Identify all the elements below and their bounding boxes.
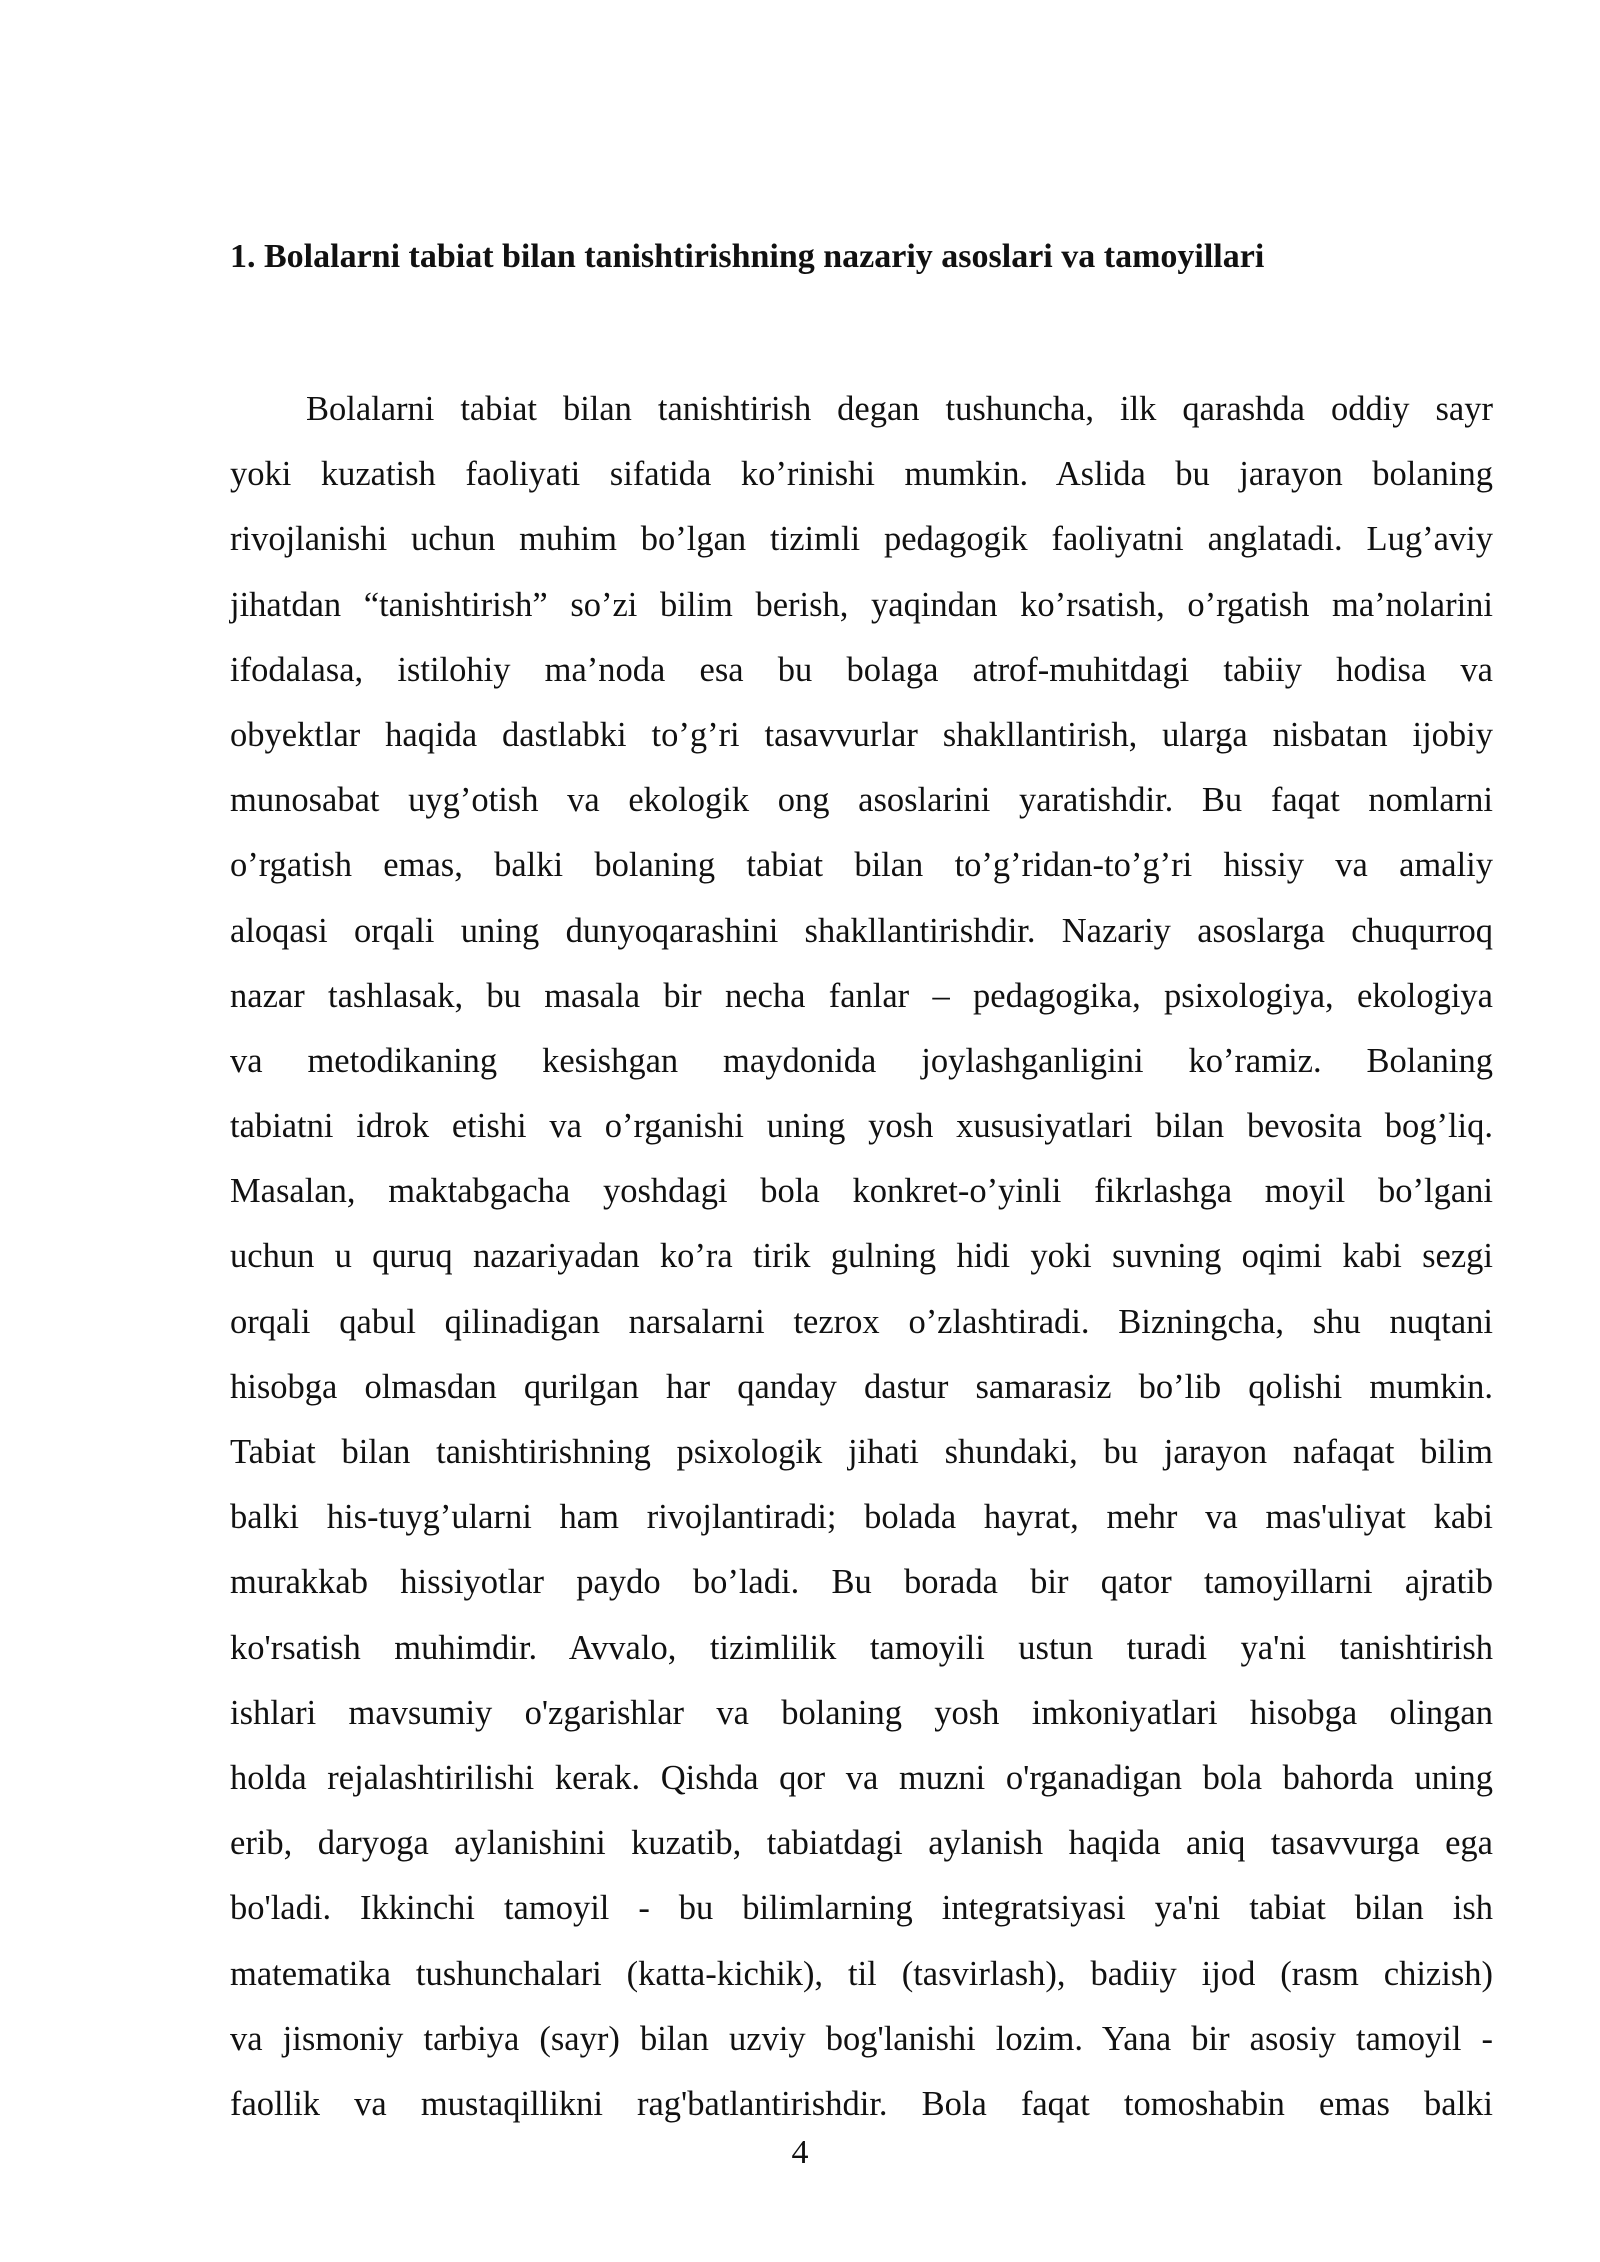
text-line: jihatdan “tanishtirish” so’zi bilim berish, yaqindan ko’rsatish, o’rgatish ma’nolarini [230,585,1493,624]
text-line: ko'rsatish muhimdir. Avvalo, tizimlilik tamoyili ustun turadi ya'ni tanishtirish [230,1628,1493,1667]
text-line: bo'ladi. Ikkinchi tamoyil - bu bilimlarning integratsiyasi ya'ni tabiat bilan ish [230,1889,1493,1928]
text-line: va metodikaning kesishgan maydonida joylashganligini ko’ramiz. Bolaning [230,1041,1493,1080]
text-line: murakkab hissiyotlar paydo bo’ladi. Bu borada bir qator tamoyillarni ajratib [230,1563,1493,1602]
text-line: o’rgatish emas, balki bolaning tabiat bilan to’g’ridan-to’g’ri hissiy va amaliy [230,846,1493,885]
text-line: ishlari mavsumiy o'zgarishlar va bolaning yosh imkoniyatlari hisobga olingan [230,1693,1493,1732]
text-line: hisobga olmasdan qurilgan har qanday dastur samarasiz bo’lib qolishi mumkin. [230,1367,1493,1406]
text-line: faollik va mustaqillikni rag'batlantirishdir. Bola faqat tomoshabin emas balki [230,2084,1493,2123]
text-line: rivojlanishi uchun muhim bo’lgan tizimli pedagogik faoliyatni anglatadi. Lug’aviy [230,520,1493,559]
text-line: Bolalarni tabiat bilan tanishtirish degan tushuncha, ilk qarashda oddiy sayr [306,390,1493,428]
text-line: erib, daryoga aylanishini kuzatib, tabiatdagi aylanish haqida aniq tasavvurga ega [230,1824,1493,1863]
text-line: holda rejalashtirilishi kerak. Qishda qor va muzni o'rganadigan bola bahorda uning [230,1758,1493,1797]
body-paragraph [230,377,1493,2137]
text-line: Masalan, maktabgacha yoshdagi bola konkret-o’yinli fikrlashga moyil bo’lgani [230,1172,1493,1211]
text-line: uchun u quruq nazariyadan ko’ra tirik gulning hidi yoki suvning oqimi kabi sezgi [230,1237,1493,1276]
text-line: tabiatni idrok etishi va o’rganishi uning yosh xususiyatlari bilan bevosita bog’liq. [230,1107,1493,1146]
text-line: Tabiat bilan tanishtirishning psixologik jihati shundaki, bu jarayon nafaqat bilim [230,1433,1493,1471]
section-heading: 1. Bolalarni tabiat bilan tanishtirishning nazariy asoslari va tamoyillari [230,238,1265,275]
text-line: orqali qabul qilinadigan narsalarni tezrox o’zlashtiradi. Bizningcha, shu nuqtani [230,1302,1493,1341]
text-line: balki his-tuyg’ularni ham rivojlantiradi; bolada hayrat, mehr va mas'uliyat kabi [230,1498,1493,1537]
text-line: aloqasi orqali uning dunyoqarashini shakllantirishdir. Nazariy asoslarga chuqurroq [230,911,1493,950]
text-line: munosabat uyg’otish va ekologik ong asoslarini yaratishdir. Bu faqat nomlarni [230,781,1493,820]
text-line: obyektlar haqida dastlabki to’g’ri tasavvurlar shakllantirish, ularga nisbatan ijobiy [230,715,1493,754]
text-line: va jismoniy tarbiya (sayr) bilan uzviy bog'lanishi lozim. Yana bir asosiy tamoyil - [230,2019,1493,2058]
text-line: nazar tashlasak, bu masala bir necha fanlar – pedagogika, psixologiya, ekologiya [230,976,1493,1015]
page-number: 4 [791,2134,809,2171]
text-line: yoki kuzatish faoliyati sifatida ko’rinishi mumkin. Aslida bu jarayon bolaning [230,455,1493,494]
text-line: ifodalasa, istilohiy ma’noda esa bu bolaga atrof-muhitdagi tabiiy hodisa va [230,650,1493,689]
text-line: matematika tushunchalari (katta-kichik), til (tasvirlash), badiiy ijod (rasm chizish) [230,1954,1493,1993]
